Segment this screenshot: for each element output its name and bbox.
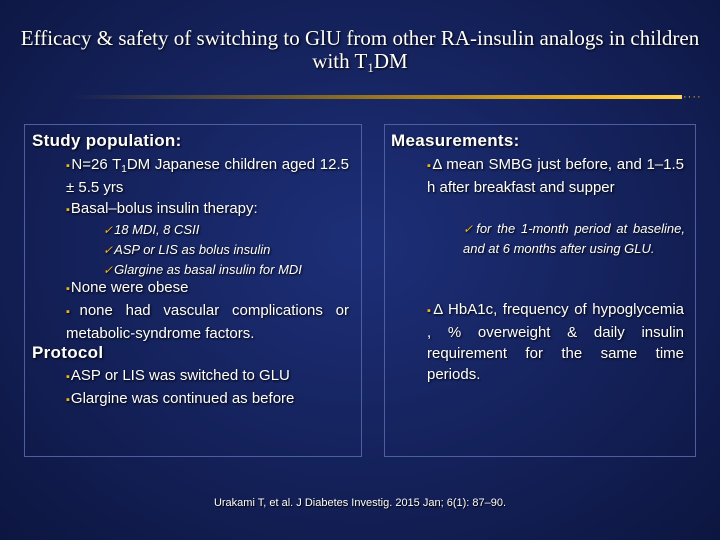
checkmark-icon: ✓	[103, 243, 114, 257]
therapy-sub-list	[103, 220, 353, 280]
left-list-1	[66, 154, 349, 221]
protocol-item: ▪Glargine was continued as before	[66, 390, 295, 407]
sub-list-item: ✓for the 1-month period at baseline, and at 6 months after using GLU.	[463, 221, 685, 256]
list-item-therapy: ▪Basal–bolus insulin therapy:	[66, 200, 258, 217]
list-item-children: ▪N=26 $T_1DM$ Japanese children aged 12.5 ± 5.5 yrs	[66, 156, 349, 196]
list-item-hba1c: ▪Δ HbA1c, frequency of hypoglycemia , % overweight & daily insulin requirement for the same time periods.	[427, 301, 684, 383]
square-bullet-icon: ▪	[427, 160, 432, 172]
right-list-1	[427, 154, 684, 198]
list-item-obese: ▪None were obese	[66, 279, 189, 296]
square-bullet-icon: ▪	[66, 394, 70, 406]
sub-list-item: ✓ASP or LIS as bolus insulin	[103, 242, 271, 257]
study-population-heading: Study population:	[32, 131, 182, 150]
measurements-heading: Measurements:	[391, 131, 520, 150]
divider-dots: ····	[683, 91, 702, 103]
citation: Urakami T, et al. J Diabetes Investig. 2015 Jan; 6(1): 87–90.	[213, 497, 507, 509]
title-divider	[70, 95, 682, 99]
square-bullet-icon: ▪	[66, 283, 70, 295]
checkmark-icon: ✓	[463, 222, 476, 236]
protocol-list	[66, 365, 349, 411]
list-item-smbg: ▪Δ mean SMBG just before, and 1–1.5 h after breakfast and supper	[427, 156, 684, 196]
right-list-2	[427, 299, 684, 385]
protocol-heading: Protocol	[32, 343, 104, 362]
square-bullet-icon: ▪	[66, 371, 70, 383]
sub-list-item: ✓Glargine as basal insulin for MDI	[103, 262, 302, 277]
title-subscript: 1	[367, 60, 374, 75]
slide-title	[0, 27, 720, 75]
sub-list-item: ✓18 MDI, 8 CSII	[103, 222, 200, 237]
right-sub-list	[463, 219, 685, 258]
square-bullet-icon: ▪	[66, 160, 71, 172]
checkmark-icon: ✓	[103, 263, 114, 277]
protocol-item: ▪ASP or LIS was switched to GLU	[66, 367, 290, 384]
title-text: Efficacy & safety of switching to GlU from other RA-insulin analogs in children with T	[20, 26, 700, 73]
left-list-2	[66, 277, 349, 344]
square-bullet-icon: ▪	[66, 204, 70, 216]
list-item-complications: ▪none had vascular complications or metabolic-syndrome factors.	[66, 302, 349, 342]
title-end: DM	[373, 49, 408, 73]
checkmark-icon: ✓	[103, 223, 114, 237]
square-bullet-icon: ▪	[66, 306, 79, 318]
square-bullet-icon: ▪	[427, 305, 433, 317]
